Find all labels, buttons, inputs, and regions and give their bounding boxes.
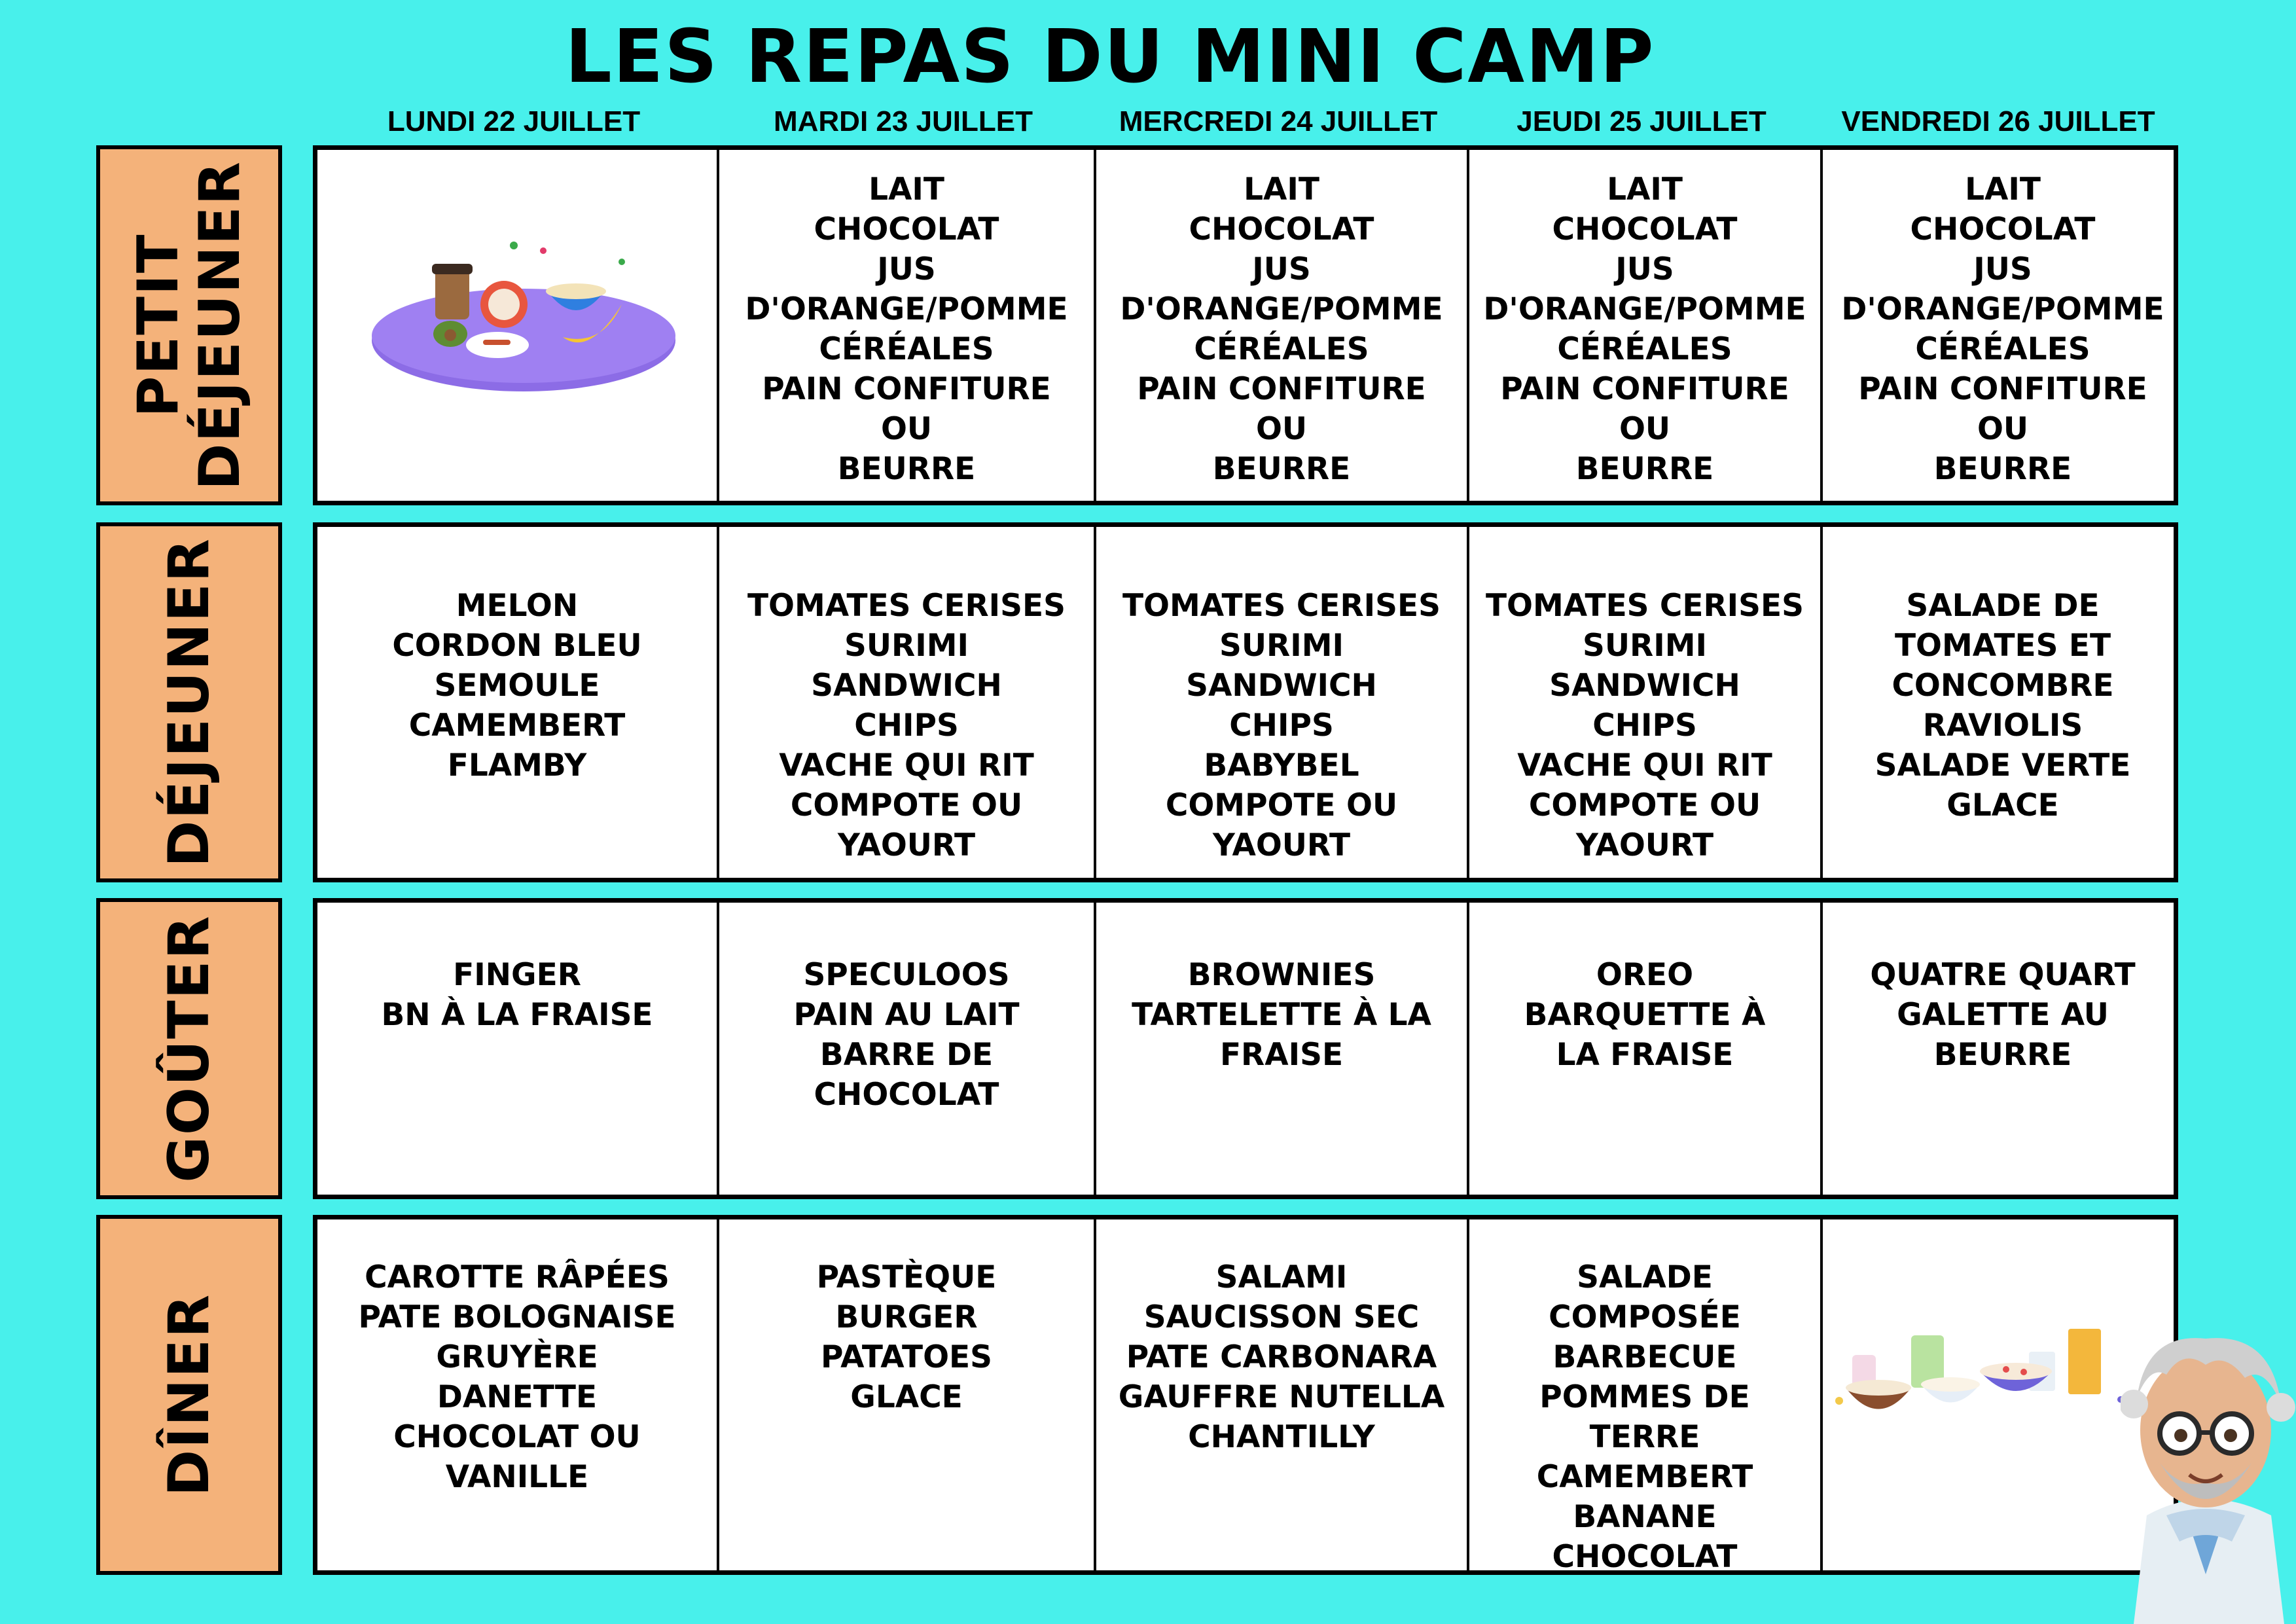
menu-item: GALETTE AU <box>1897 997 2109 1033</box>
menu-item: TOMATES ET <box>1894 628 2111 664</box>
menu-item: JUS <box>877 251 936 287</box>
menu-cell <box>1823 150 2183 501</box>
menu-item: PATE BOLOGNAISE <box>358 1299 676 1335</box>
menu-cell <box>1096 150 1469 501</box>
menu-cell <box>1469 150 1823 501</box>
menu-cell <box>1469 1219 1823 1575</box>
menu-item: LAIT <box>1965 171 2041 208</box>
menu-item: PAIN CONFITURE <box>1858 371 2147 407</box>
menu-item: PAIN CONFITURE <box>1500 371 1789 407</box>
breakfast-plate-illustration <box>367 232 681 403</box>
menu-item: LAIT <box>1244 171 1319 208</box>
menu-cell <box>719 903 1096 1195</box>
menu-item: CÉRÉALES <box>1557 331 1732 367</box>
menu-item: VACHE QUI RIT <box>1517 748 1772 784</box>
coffee-cup-icon <box>435 268 469 319</box>
day-header: LUNDI 22 JUILLET <box>387 105 641 137</box>
menu-item: COMPOTE OU <box>1528 787 1761 823</box>
meal-label-box <box>96 522 282 882</box>
menu-item: CHIPS <box>1592 708 1697 744</box>
menu-item: JUS <box>1973 251 2032 287</box>
menu-item: PASTÈQUE <box>816 1259 997 1295</box>
menu-item: SURIMI <box>1219 628 1344 664</box>
menu-item: TERRE <box>1589 1419 1700 1455</box>
menu-item: BURGER <box>835 1299 978 1335</box>
day-header: JEUDI 25 JUILLET <box>1516 105 1767 137</box>
menu-item: COMPOTE OU <box>1165 787 1398 823</box>
menu-item: YAOURT <box>1575 827 1714 863</box>
meal-label-box <box>96 145 282 505</box>
day-header: VENDREDI 26 JUILLET <box>1841 105 2155 137</box>
professor-mascot-illustration <box>2121 1319 2296 1624</box>
meal-label: DÎNER <box>156 1293 222 1497</box>
menu-item: GLACE <box>1946 787 2059 823</box>
menu-item: TOMATES CERISES <box>1486 588 1804 624</box>
menu-item: SALADE DE <box>1906 588 2100 624</box>
menu-item: LAIT <box>869 171 944 208</box>
menu-item: FRAISE <box>1219 1037 1344 1073</box>
menu-cell <box>317 1219 719 1570</box>
menu-item: COMPOSÉE <box>1549 1299 1741 1335</box>
menu-item: PAIN CONFITURE <box>1137 371 1426 407</box>
menu-item: SURIMI <box>1583 628 1707 664</box>
menu-item: PATE CARBONARA <box>1126 1339 1437 1375</box>
menu-cell <box>1096 527 1469 878</box>
menu-item: CHIPS <box>1229 708 1334 744</box>
menu-item: TOMATES CERISES <box>747 588 1066 624</box>
menu-item: CHOCOLAT <box>1552 1539 1738 1575</box>
menu-item: GRUYÈRE <box>436 1339 598 1375</box>
menu-item: SALAMI <box>1215 1259 1348 1295</box>
menu-cell <box>1469 527 1823 878</box>
menu-item: BARBECUE <box>1552 1339 1737 1375</box>
meal-label: PETIT DÉJEUNER <box>126 160 253 490</box>
menu-item: JUS <box>1252 251 1311 287</box>
menu-item: BEURRE <box>1933 451 2072 487</box>
menu-cell <box>719 1219 1096 1570</box>
menu-item: SALADE VERTE <box>1874 748 2131 784</box>
menu-item: CHOCOLAT <box>814 1077 999 1113</box>
menu-item: CHOCOLAT <box>1552 211 1738 247</box>
menu-cell <box>317 527 719 878</box>
menu-item: YAOURT <box>837 827 976 863</box>
menu-item: TARTELETTE À LA <box>1132 997 1431 1033</box>
menu-item: POMMES DE <box>1539 1379 1750 1415</box>
menu-item: SANDWICH <box>1186 668 1377 704</box>
meal-label: GOÛTER <box>156 914 222 1183</box>
menu-item: CONCOMBRE <box>1892 668 2114 704</box>
meal-label-box <box>96 898 282 1199</box>
menu-cell <box>719 150 1096 501</box>
menu-item: BARQUETTE À <box>1524 997 1766 1033</box>
menu-item: GLACE <box>850 1379 963 1415</box>
menu-item: SANDWICH <box>1549 668 1740 704</box>
menu-cell <box>1823 903 2183 1195</box>
meal-row <box>313 522 2178 882</box>
menu-item: CHIPS <box>854 708 959 744</box>
menu-item: BABYBEL <box>1204 748 1359 784</box>
menu-item: PATATOES <box>821 1339 992 1375</box>
menu-item: SAUCISSON SEC <box>1143 1299 1420 1335</box>
menu-item: YAOURT <box>1212 827 1351 863</box>
menu-item: JUS <box>1615 251 1674 287</box>
menu-item: BEURRE <box>1933 1037 2072 1073</box>
meal-label-box <box>96 1215 282 1575</box>
meal-row <box>313 898 2178 1199</box>
menu-item: CÉRÉALES <box>819 331 994 367</box>
menu-item: CÉRÉALES <box>1915 331 2090 367</box>
menu-item: OU <box>1977 411 2029 447</box>
menu-item: FLAMBY <box>447 748 587 784</box>
menu-item: QUATRE QUART <box>1870 957 2136 993</box>
menu-item: RAVIOLIS <box>1922 708 2083 744</box>
menu-item: GAUFFRE NUTELLA <box>1118 1379 1445 1415</box>
menu-item: D'ORANGE/POMME <box>1841 291 2164 327</box>
menu-item: TOMATES CERISES <box>1122 588 1441 624</box>
menu-item: BN À LA FRAISE <box>381 997 653 1033</box>
menu-item: CÉRÉALES <box>1194 331 1369 367</box>
menu-item: PAIN CONFITURE <box>762 371 1051 407</box>
menu-item: D'ORANGE/POMME <box>745 291 1068 327</box>
menu-item: SURIMI <box>844 628 969 664</box>
menu-item: SANDWICH <box>811 668 1002 704</box>
menu-item: CHOCOLAT OU <box>393 1419 641 1455</box>
menu-cell <box>1469 903 1823 1195</box>
menu-item: FINGER <box>453 957 581 993</box>
menu-item: BROWNIES <box>1187 957 1376 993</box>
meal-label: DÉJEUNER <box>156 537 222 867</box>
menu-item: SALADE <box>1577 1259 1713 1295</box>
day-header: MERCREDI 24 JUILLET <box>1119 105 1438 137</box>
menu-item: BEURRE <box>1212 451 1351 487</box>
page-title: LES REPAS DU MINI CAMP <box>565 14 1655 99</box>
menu-item: D'ORANGE/POMME <box>1483 291 1806 327</box>
menu-item: OU <box>880 411 933 447</box>
menu-item: OREO <box>1596 957 1694 993</box>
menu-cell <box>1823 527 2183 878</box>
menu-item: BEURRE <box>1575 451 1714 487</box>
menu-item: VANILLE <box>445 1459 589 1495</box>
menu-item: SEMOULE <box>434 668 600 704</box>
yogurt-bowls-illustration <box>1833 1316 2140 1434</box>
menu-item: OU <box>1255 411 1308 447</box>
menu-item: LA FRAISE <box>1556 1037 1734 1073</box>
menu-item: VACHE QUI RIT <box>779 748 1034 784</box>
menu-cell <box>1096 1219 1469 1570</box>
menu-item: CAMEMBERT <box>408 708 626 744</box>
menu-item: COMPOTE OU <box>790 787 1023 823</box>
menu-cell <box>719 527 1096 878</box>
menu-item: CAMEMBERT <box>1536 1459 1753 1495</box>
menu-item: PAIN AU LAIT <box>793 997 1020 1033</box>
menu-item: LAIT <box>1607 171 1683 208</box>
menu-item: DANETTE <box>437 1379 598 1415</box>
menu-item: BANANE <box>1573 1499 1717 1535</box>
menu-item: CAROTTE RÂPÉES <box>365 1259 670 1295</box>
menu-item: CORDON BLEU <box>392 628 642 664</box>
day-header: MARDI 23 JUILLET <box>773 105 1033 137</box>
menu-item: BARRE DE <box>819 1037 994 1073</box>
menu-item: CHANTILLY <box>1188 1419 1375 1455</box>
menu-item: BEURRE <box>837 451 976 487</box>
menu-cell <box>317 903 719 1195</box>
menu-item: CHOCOLAT <box>814 211 999 247</box>
menu-item: D'ORANGE/POMME <box>1120 291 1443 327</box>
menu-item: SPECULOOS <box>803 957 1010 993</box>
menu-item: MELON <box>456 588 579 624</box>
menu-cell <box>1096 903 1469 1195</box>
menu-item: CHOCOLAT <box>1189 211 1374 247</box>
menu-item: OU <box>1619 411 1671 447</box>
menu-item: CHOCOLAT <box>1910 211 2096 247</box>
